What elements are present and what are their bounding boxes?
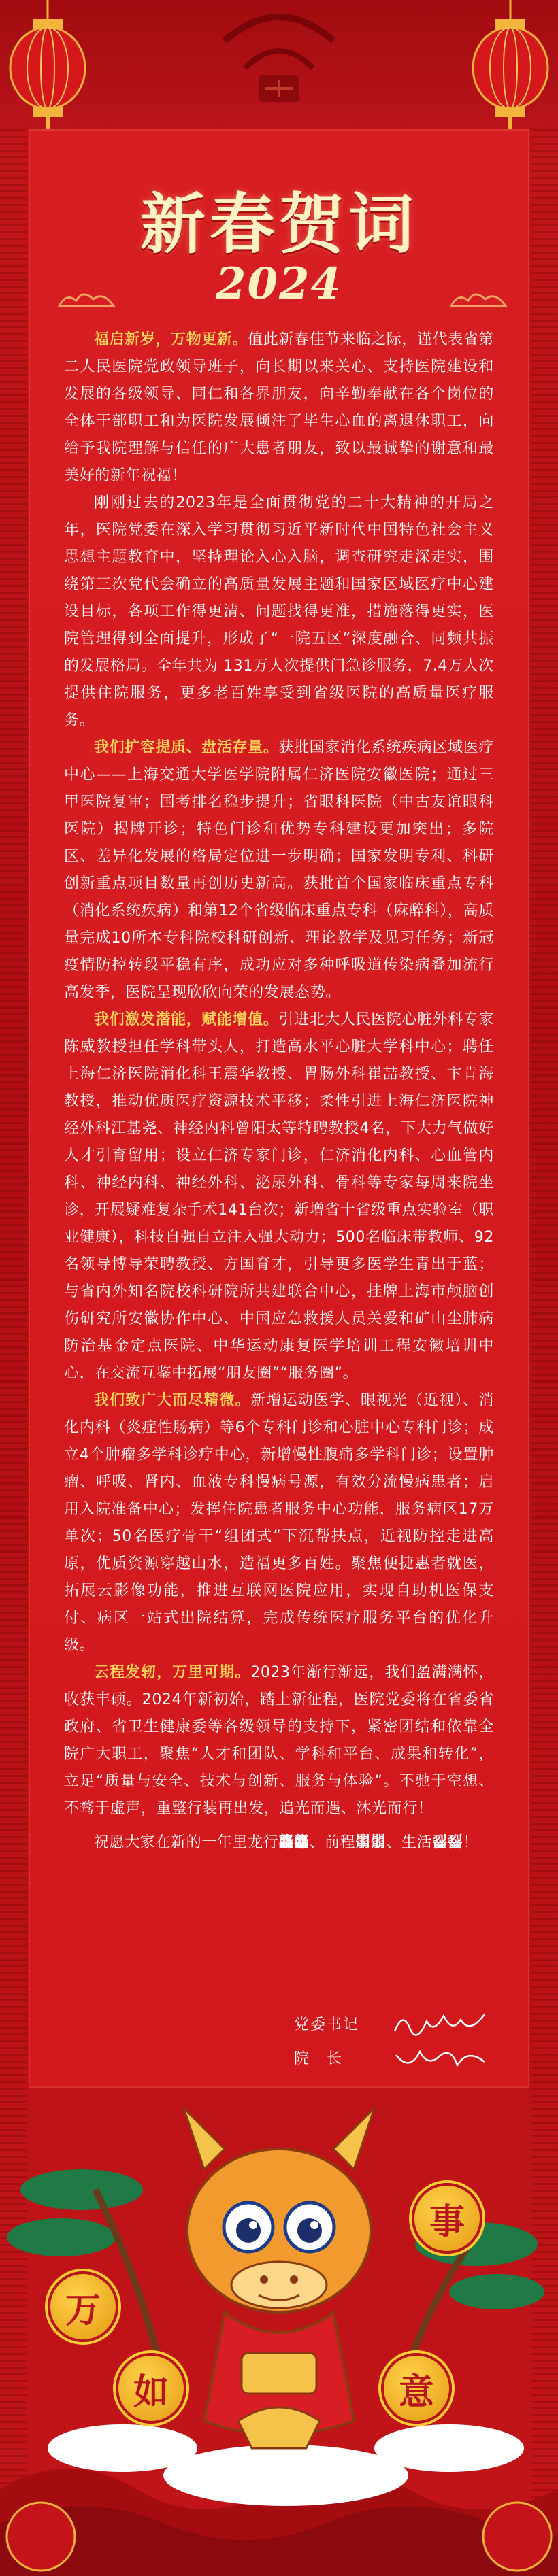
title-block <box>29 156 529 320</box>
paragraph-4 <box>64 1006 494 1387</box>
badge-shi: 事 <box>412 2183 482 2254</box>
closing-prefix: 祝愿大家在新的一年里龙行 <box>94 1834 279 1851</box>
paragraph-1 <box>64 326 494 490</box>
paragraph-1-text: 值此新春佳节来临之际，谨代表省第二人民医院党政领导班子，向长期以来关心、支持医院建设和发展的各级领导、同仁和各界朋友，向辛勤奉献在各个岗位的全体干部职工和为医院发展倾注了毕生心血的离退休职工，向给予我院理解与信任的广大患者朋友，致以最诚挚的谢意和最美好的新年祝福！ <box>64 331 494 484</box>
paragraph-6-text: 2023年渐行渐远，我们盈满满怀，收获丰硕。2024年新初始，踏上新征程，医院党委将在省委省政府、省卫生健康委等各级领导的支持下，紧密团结和依靠全院广大职工，聚焦“人才和团队、学科和平台、成果和转化”，立足“质量与安全、技术与创新、服务与体验”。不驰于空想、不骛于虚声，重整行装再出发，追光而遇、沐光而行！ <box>64 1664 494 1817</box>
handwritten-signature-1-icon <box>389 2007 491 2041</box>
badge-yi: 意 <box>381 2353 452 2424</box>
signature-title-president: 院 长 <box>294 2050 344 2067</box>
paragraph-2 <box>64 490 494 734</box>
title-year: 2024 <box>215 258 343 309</box>
paragraph-4-text: 引进北大人民医院心脏外科专家陈威教授担任学科带头人，打造高水平心脏大学科中心；聘任上海仁济医院消化科王震华教授、胃肠外科崔喆教授、卞肯海教授，推动优质医疗资源技术平移；柔性引进上海仁济医院神经外科江基尧、神经内科曾阳太等特聘教授4名，下大力气做好人才引育留用；设立仁济专家门诊，仁济消化内科、心血管内科、神经内科、神经外科、泌尿外科、骨科等专家每周来院坐诊，开展疑难复杂手术141台次；新增省十省级重点实验室（职业健康），科技自强自立注入强大动力；500名临床带教师、92名领导博导荣聘教授、方国育才，引导更多医学生青出于蓝；与省内外知名院校科研院所共建联合中心，挂牌上海市颅脑创伤研究所安徽协作中心、中国应急救援人员关爱和矿山尘肺病防治基金定点医院、中华运动康复医学培训工程安徽培训中心，在交流互鉴中拓展“朋友圈”“服务圈”。 <box>64 1011 494 1382</box>
closing-wish <box>64 1829 494 1857</box>
paragraph-3-highlight: 我们扩容提质、盘活存量。 <box>94 739 279 756</box>
badge-ru: 如 <box>116 2353 186 2424</box>
paragraph-1-highlight: 福启新岁，万物更新。 <box>94 331 248 348</box>
page-title: 新春贺词 <box>140 186 418 262</box>
closing-suffix: ！ <box>463 1834 479 1851</box>
paragraph-3 <box>64 734 494 1006</box>
cloud-left-icon <box>56 286 117 313</box>
paragraph-4-highlight: 我们激发潜能，赋能增值。 <box>94 1011 279 1028</box>
body-text <box>64 326 494 1857</box>
signature-title-secretary: 党委书记 <box>294 2016 360 2033</box>
paragraph-5-highlight: 我们致广大而尽精微。 <box>94 1392 251 1409</box>
badge-wan: 万 <box>48 2271 118 2342</box>
top-ornament-icon <box>204 0 354 122</box>
cloud-right-icon <box>448 286 509 313</box>
paragraph-5 <box>64 1387 494 1659</box>
closing-mid-2: 、生活 <box>386 1834 433 1851</box>
paragraph-3-text: 获批国家消化系统疾病区域医疗中心——上海交通大学医学院附属仁济医院安徽医院；通过三甲医院复审；国考排名稳步提升；省眼科医院（中古友谊眼科医院）揭牌开诊；特色门诊和优势专科建设更加突出；多院区、差异化发展的格局定位进一步明确；国家发明专利、科研创新重点项目数量再创历史新高。获批首个国家临床重点专科（消化系统疾病）和第12个省级临床重点专科（麻醉科），高质量完成10所本专科院校科研创新、理论教学及见习任务；新冠疫情防控转段平稳有序，成功应对多种呼吸道传染病叠加流行高发季，医院呈现欣欣向荣的发展态势。 <box>64 739 494 1001</box>
closing-word-3: 䶛䶛 <box>432 1834 463 1851</box>
closing-word-1: 龘龘 <box>278 1834 310 1851</box>
bottom-illustration <box>0 2067 558 2576</box>
header-banner <box>0 0 558 129</box>
paragraph-2-text: 刚刚过去的2023年是全面贯彻党的二十大精神的开局之年，医院党委在深入学习贯彻习近平新时代中国特色社会主义思想主题教育中，坚持理论入心入脑，调查研究走深走实，围绕第三次党代会确立的高质量发展主题和国家区域医疗中心建设目标，各项工作得更清、问题找得更准，措施落得更实，医院管理得到全面提升，形成了“一院五区”深度融合、同频共振的发展格局。全年共为 131万人次提供门急诊服务，7.4万人次提供住院服务，更多老百姓享受到省级医院的高质量医疗服务。 <box>64 494 494 729</box>
greeting-card <box>29 129 529 2088</box>
closing-mid-1: 、前程 <box>309 1834 356 1851</box>
paragraph-5-text: 新增运动医学、眼视光（近视）、消化内科（炎症性肠病）等6个专科门诊和心脏中心专科门诊；成立4个肿瘤多学科诊疗中心，新增慢性腹痛多学科门诊；设置肿瘤、呼吸、肾内、血液专科慢病号源，有效分流慢病患者；启用入院准备中心；发挥住院患者服务中心功能，服务病区17万单次；50名医疗骨干“组团式”下沉帮扶点，近视防控走进高原，优质资源穿越山水，造福更多百姓。聚焦便捷惠者就医，拓展云影像功能，推进互联网医院应用，实现自助机医保支付、病区一站式出院结算，完成传统医疗服务平台的优化升级。 <box>64 1392 494 1654</box>
paragraph-6 <box>64 1659 494 1823</box>
closing-word-2: 朤朤 <box>355 1834 387 1851</box>
paragraph-6-highlight: 云程发轫，万里可期。 <box>94 1664 251 1681</box>
